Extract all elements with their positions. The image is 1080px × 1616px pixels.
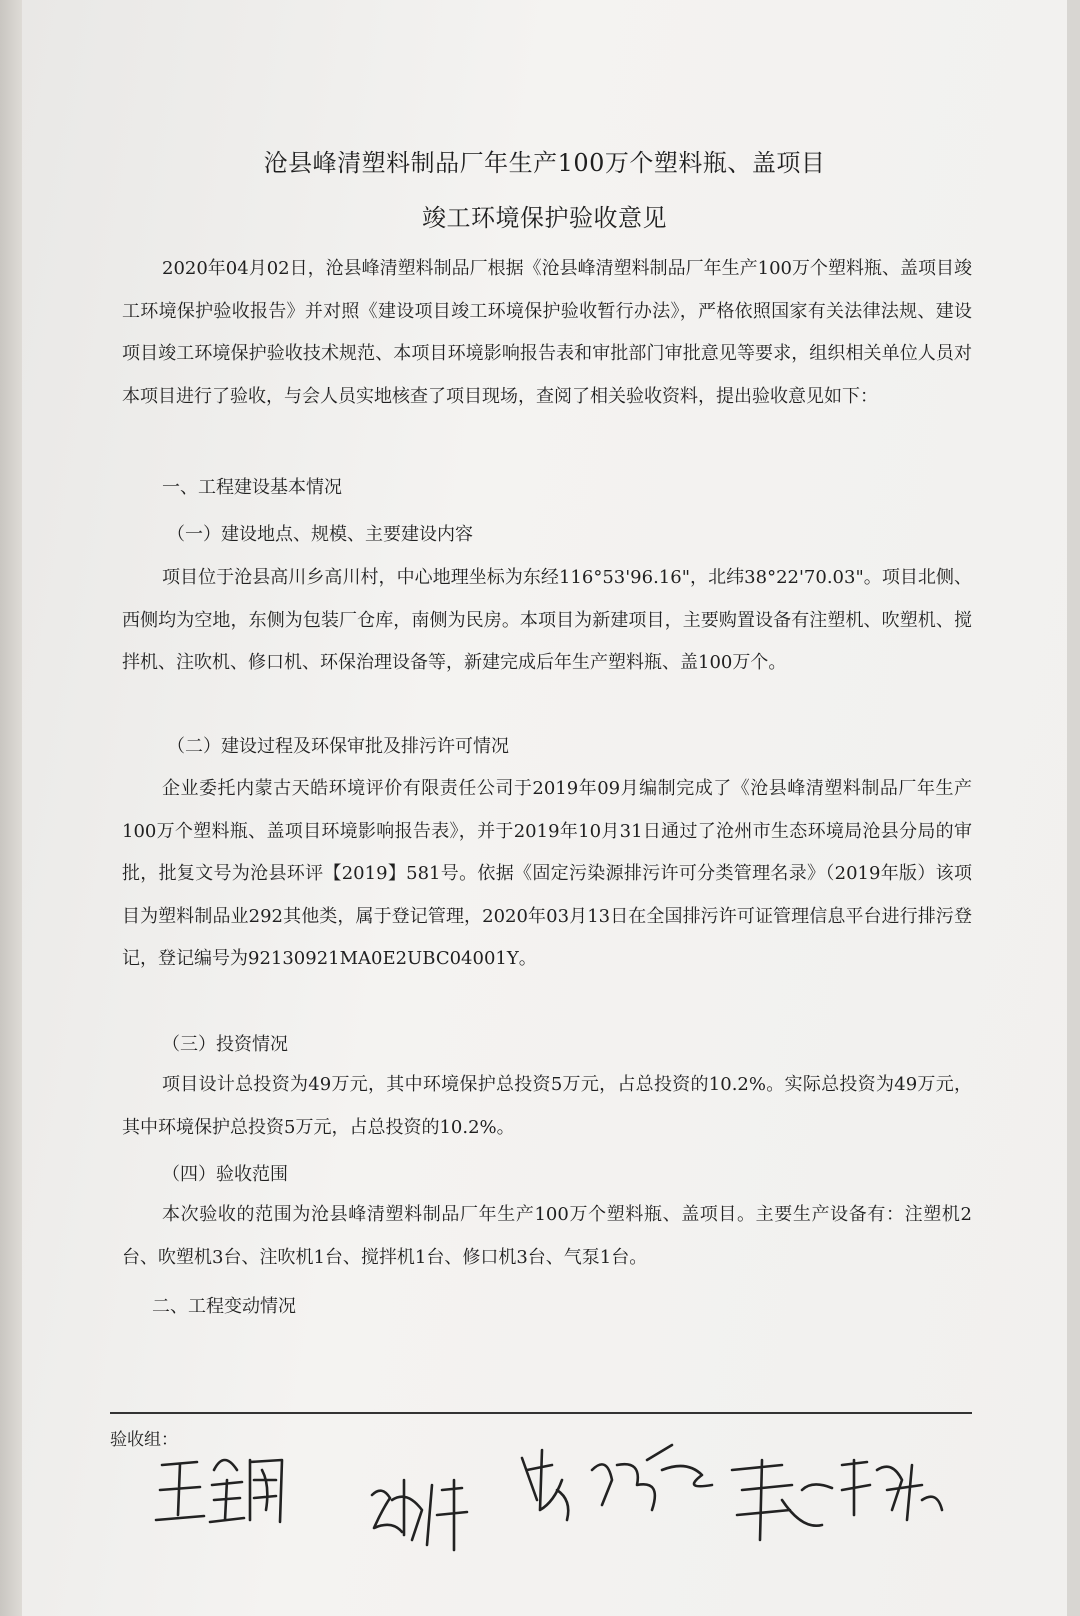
sub4-paragraph: 本次验收的范围为沧县峰清塑料制品厂年生产100万个塑料瓶、盖项目。主要生产设备有：注塑机2台、吹塑机3台、注吹机1台、搅拌机1台、修口机3台、气泵1台。 xyxy=(122,1204,972,1268)
sub2-heading: （二）建设过程及环保审批及排污许可情况 xyxy=(167,736,509,757)
sub3-heading: （三）投资情况 xyxy=(162,1034,288,1055)
sub1-heading: （一）建设地点、规模、主要建设内容 xyxy=(167,524,473,545)
signature-1 xyxy=(156,1460,282,1522)
document-title-line2: 竣工环境保护验收意见 xyxy=(422,204,667,232)
document-title-line1: 沧县峰清塑料制品厂年生产100万个塑料瓶、盖项目 xyxy=(263,149,826,177)
signature-2 xyxy=(372,1480,467,1550)
page-edge xyxy=(0,0,22,1616)
sub2-paragraph: 企业委托内蒙古天皓环境评价有限责任公司于2019年09月编制完成了《沧县峰清塑料制品厂年生产100万个塑料瓶、盖项目环境影响报告表》，并于2019年10月31日通过了沧州市生态环境局沧县分局的审批，批复文号为沧县环评【2019】581号。依据《固定污染源排污许可分类管理名录》（2019年版）该项目为塑料制品业292其他类，属于登记管理，2020年03月13日在全国排污许可证管理信息平台进行排污登记，登记编号为92130921MA0E2UBC04001Y。 xyxy=(122,778,972,969)
signature-5 xyxy=(842,1460,942,1520)
signature-3 xyxy=(522,1445,712,1520)
signature-4 xyxy=(732,1460,832,1540)
section2-heading: 二、工程变动情况 xyxy=(152,1296,296,1317)
signature-label: 验收组： xyxy=(110,1430,178,1450)
sub1-paragraph: 项目位于沧县高川乡高川村，中心地理坐标为东经116°53'96.16"，北纬38°22'70.03"。项目北侧、西侧均为空地，东侧为包装厂仓库，南侧为民房。本项目为新建项目，主要购置设备有注塑机、吹塑机、搅拌机、注吹机、修口机、环保治理设备等，新建完成后年生产塑料瓶、盖100万个。 xyxy=(122,567,972,673)
handwritten-signatures xyxy=(142,1440,962,1580)
sub3-paragraph: 项目设计总投资为49万元，其中环境保护总投资5万元，占总投资的10.2%。实际总投资为49万元，其中环境保护总投资5万元，占总投资的10.2%。 xyxy=(122,1074,972,1138)
document-page xyxy=(22,0,1067,1616)
section1-heading: 一、工程建设基本情况 xyxy=(162,477,342,498)
signature-divider xyxy=(110,1412,972,1414)
intro-paragraph: 2020年04月02日，沧县峰清塑料制品厂根据《沧县峰清塑料制品厂年生产100万个塑料瓶、盖项目竣工环境保护验收报告》并对照《建设项目竣工环境保护验收暂行办法》，严格依照国家有关法律法规、建设项目竣工环境保护验收技术规范、本项目环境影响报告表和审批部门审批意见等要求，组织相关单位人员对本项目进行了验收，与会人员实地核查了项目现场，查阅了相关验收资料，提出验收意见如下： xyxy=(122,258,972,407)
sub4-heading: （四）验收范围 xyxy=(162,1164,288,1185)
